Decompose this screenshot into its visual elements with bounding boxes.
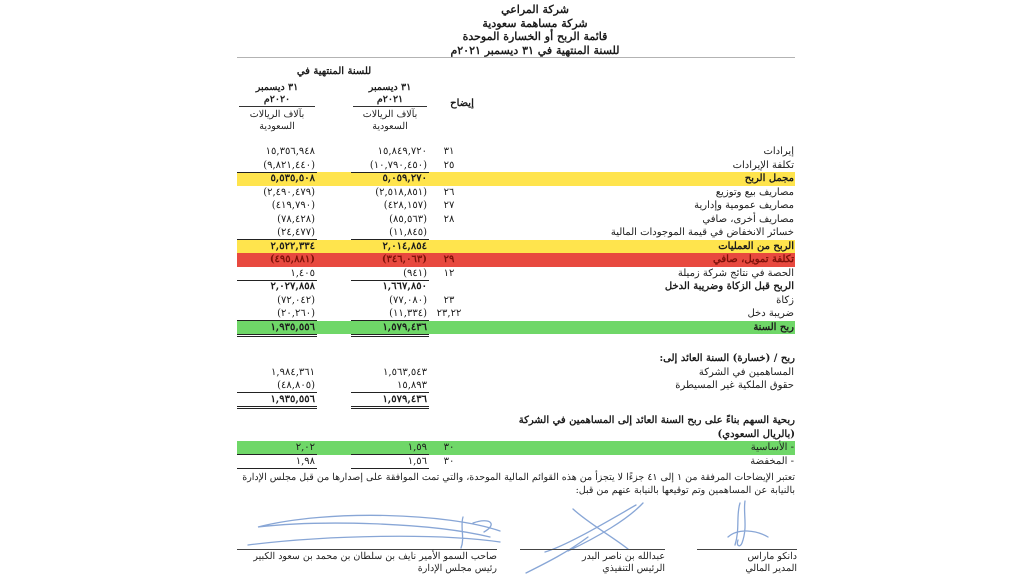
table-row-finance-cost bbox=[237, 253, 795, 267]
table-row-share-of-associate-results bbox=[237, 267, 795, 281]
ceo-signature-block bbox=[520, 551, 665, 574]
chairman-name: صاحب السمو الأمير نايف بن سلطان بن محمد بن سعود الكبير bbox=[253, 551, 497, 562]
value-2021: ١,٥٧٩,٤٣٦ bbox=[351, 393, 429, 409]
attribution-section-header: ربح / (خسارة) السنة العائد إلى: bbox=[659, 353, 795, 364]
table-row-general-admin-expenses bbox=[237, 199, 795, 213]
note-ref: ٢٥ bbox=[443, 159, 455, 171]
value-2020: (٤٨,٨٠٥) bbox=[237, 379, 317, 393]
table-row-profit-before-zakat-tax bbox=[237, 280, 795, 294]
row-label: مصاريف بيع وتوزيع bbox=[715, 186, 794, 198]
company-type: شركة مساهمة سعودية bbox=[482, 16, 588, 30]
value-2021: ١,٥٦٣,٥٤٣ bbox=[383, 366, 427, 378]
cfo-signature-line bbox=[697, 549, 797, 550]
column-2021-unit1: بآلاف الريالات bbox=[362, 109, 418, 120]
value-2020: ١,٩٣٥,٥٥٦ bbox=[237, 321, 317, 337]
cfo-name: دانكو ماراس bbox=[747, 551, 797, 562]
value-2021: (٩٤١) bbox=[351, 267, 429, 281]
value-2021: (١١,٨٤٥) bbox=[351, 226, 429, 240]
row-label: مصاريف أخرى، صافي bbox=[702, 213, 794, 225]
table-row-attributable-shareholders bbox=[237, 366, 795, 380]
row-label: مجمل الربح bbox=[744, 173, 794, 184]
value-2020: ١,٩٨٤,٣٦١ bbox=[271, 366, 315, 378]
cfo-signature-ink bbox=[728, 501, 768, 546]
note-ref: ٢٨ bbox=[443, 213, 455, 225]
row-label: إيرادات bbox=[763, 146, 794, 157]
row-label: الحصة في نتائج شركة زميلة bbox=[677, 267, 794, 279]
table-row-non-controlling-interests bbox=[237, 379, 795, 393]
note-ref bbox=[429, 240, 469, 254]
value-2020: (٤٩٥,٨٨١) bbox=[269, 254, 315, 265]
table-row-attribution-total bbox=[237, 393, 795, 407]
note-ref: ٣٠ bbox=[443, 455, 455, 467]
table-row-cost-of-revenue bbox=[237, 159, 795, 173]
value-2021: (١١,٣٣٤) bbox=[351, 307, 429, 321]
value-2021: (٧٧,٠٨٠) bbox=[389, 294, 427, 306]
row-label: مصاريف عمومية وإدارية bbox=[694, 200, 794, 211]
eps-section-title: ربحية السهم بناءً على ربح السنة العائد إلى المساهمين في الشركة bbox=[518, 415, 795, 426]
company-name: شركة المراعي bbox=[501, 3, 569, 16]
value-2020: (٩,٨٢١,٤٤٠) bbox=[237, 159, 317, 173]
value-2021: (٨٥,٥٦٣) bbox=[389, 213, 427, 225]
row-label bbox=[469, 393, 795, 409]
table-row-gross-profit bbox=[237, 172, 795, 186]
note-ref: ١٢ bbox=[443, 267, 455, 279]
chairman-signature-block bbox=[237, 551, 497, 574]
table-row-eps-diluted bbox=[237, 455, 795, 469]
value-2020: ٢,٥٢٢,٣٣٤ bbox=[270, 240, 315, 252]
value-2021: ١,٥٧٩,٤٣٦ bbox=[351, 321, 429, 337]
value-2020: (٤١٩,٧٩٠) bbox=[271, 200, 315, 211]
table-row-impairment-losses bbox=[237, 226, 795, 240]
statement-period: للسنة المنتهية في ٣١ ديسمبر ٢٠٢١م bbox=[450, 43, 620, 57]
row-label: خسائر الانخفاض في قيمة الموجودات المالية bbox=[610, 227, 794, 238]
table-row-income-tax bbox=[237, 307, 795, 321]
eps-section-subtitle: (بالريال السعودي) bbox=[717, 428, 795, 440]
column-2021-unit2: السعودية bbox=[372, 120, 408, 132]
notes-disclosure-line1: تعتبر الإيضاحات المرفقة من ١ إلى ٤١ جزءًا لا يتجزأ من هذه القوائم المالية الموحدة، والتي تمت الموافقة على إصدارها من قبل مجلس الإدارة bbox=[242, 472, 795, 483]
chairman-title: رئيس مجلس الإدارة bbox=[417, 562, 497, 574]
note-ref bbox=[429, 172, 469, 186]
value-2021: (٤٢٨,١٥٧) bbox=[383, 200, 427, 211]
chairman-signature-ink bbox=[248, 515, 500, 548]
row-label: تكلفة الإيرادات bbox=[732, 159, 794, 171]
column-2020-unit1: بآلاف الريالات bbox=[249, 109, 305, 120]
ceo-signature-line bbox=[520, 549, 665, 550]
table-row-selling-distribution-expenses bbox=[237, 186, 795, 200]
column-2020-rule bbox=[239, 106, 315, 107]
value-2021: ١,٥٦ bbox=[351, 455, 429, 469]
notes-disclosure-line2: بالنيابة عن المساهمين وتم توقيعها بالنيابة عنهم من قبل: bbox=[575, 485, 795, 496]
value-2020: ١٥,٣٥٦,٩٤٨ bbox=[265, 146, 315, 157]
value-2020: ١,٩٨ bbox=[237, 455, 317, 469]
value-2021: (٣٤٦,٠٦٣) bbox=[381, 254, 427, 265]
column-2020-unit2: السعودية bbox=[259, 120, 295, 132]
row-label: - الأساسية bbox=[750, 442, 794, 453]
row-label: حقوق الملكية غير المسيطرة bbox=[675, 380, 794, 391]
note-ref: ٢٩ bbox=[443, 254, 455, 265]
row-label: الربح من العمليات bbox=[718, 240, 794, 252]
column-header-2021 bbox=[351, 82, 429, 132]
value-2020: ٢,٠٢٧,٨٥٨ bbox=[270, 281, 315, 292]
document-header bbox=[335, 3, 735, 57]
table-row-eps-basic bbox=[237, 441, 795, 455]
chairman-signature-line bbox=[237, 549, 497, 550]
value-2021: ٥,٠٥٩,٢٧٠ bbox=[382, 173, 427, 184]
value-2020: (٢٤,٤٧٧) bbox=[237, 226, 317, 240]
note-ref: ٣١ bbox=[443, 146, 455, 157]
notes-disclosure-paragraph bbox=[237, 471, 795, 497]
ceo-name: عبدالله بن ناصر البدر bbox=[581, 551, 665, 562]
note-ref bbox=[429, 280, 469, 294]
row-label: زكاة bbox=[776, 294, 794, 306]
row-label: - المخفضة bbox=[750, 455, 794, 467]
ceo-title: الرئيس التنفيذي bbox=[602, 562, 665, 574]
table-row-operating-profit bbox=[237, 240, 795, 254]
value-2020: ١,٤٠٥ bbox=[237, 267, 317, 281]
row-label: المساهمين في الشركة bbox=[698, 366, 794, 378]
value-2021: ٢,٠١٤,٨٥٤ bbox=[382, 240, 427, 252]
note-ref: ٢٣,٢٢ bbox=[436, 308, 462, 319]
row-label: الربح قبل الزكاة وضريبة الدخل bbox=[664, 281, 794, 292]
table-row-other-expenses bbox=[237, 213, 795, 227]
row-label: تكلفة تمويل، صافي bbox=[713, 254, 794, 265]
value-2020: ٢,٠٢ bbox=[237, 441, 317, 455]
value-2021: ١٥,٨٩٣ bbox=[351, 379, 429, 393]
cfo-signature-block bbox=[697, 551, 797, 574]
column-2021-date: ٣١ ديسمبر bbox=[368, 82, 412, 93]
value-2020: ١,٩٣٥,٥٥٦ bbox=[237, 393, 317, 409]
note-ref bbox=[429, 321, 469, 337]
table-row-profit-for-year bbox=[237, 321, 795, 335]
value-2020: ٥,٥٣٥,٥٠٨ bbox=[270, 173, 315, 184]
value-2020: (٢,٤٩٠,٤٧٩) bbox=[263, 186, 315, 198]
column-2021-year: ٢٠٢١م bbox=[376, 93, 404, 105]
note-ref: ٢٦ bbox=[443, 186, 455, 198]
cfo-title: المدير المالي bbox=[745, 562, 797, 574]
column-2021-rule bbox=[353, 106, 427, 107]
note-ref bbox=[429, 226, 469, 240]
income-statement-table bbox=[237, 145, 795, 468]
column-group-header: للسنة المنتهية في bbox=[296, 66, 372, 77]
value-2021: ١,٥٩ bbox=[351, 441, 429, 455]
value-2020: (٢٠,٢٦٠) bbox=[237, 307, 317, 321]
table-row-zakat bbox=[237, 294, 795, 308]
row-label: ضريبة دخل bbox=[747, 308, 794, 319]
value-2021: (٢,٥١٨,٨٥١) bbox=[375, 186, 427, 198]
value-2021: (١٠,٧٩٠,٤٥٠) bbox=[351, 159, 429, 173]
value-2020: (٧٨,٤٢٨) bbox=[277, 213, 315, 225]
statement-title: قائمة الربح أو الخسارة الموحدة bbox=[462, 30, 608, 43]
column-2020-date: ٣١ ديسمبر bbox=[255, 82, 299, 93]
table-row-revenue bbox=[237, 145, 795, 159]
value-2021: ١,٦٦٧,٨٥٠ bbox=[382, 281, 427, 292]
row-label: ربح السنة bbox=[753, 321, 794, 333]
note-ref: ٢٣ bbox=[443, 294, 455, 306]
note-ref: ٣٠ bbox=[443, 442, 455, 453]
column-header-2020 bbox=[237, 82, 317, 132]
value-2020: (٧٢,٠٤٢) bbox=[277, 294, 315, 306]
value-2021: ١٥,٨٤٩,٧٢٠ bbox=[377, 146, 427, 157]
note-column-header: إيضاح bbox=[450, 98, 474, 109]
header-divider bbox=[237, 57, 795, 58]
column-2020-year: ٢٠٢٠م bbox=[263, 93, 291, 105]
note-ref: ٢٧ bbox=[443, 200, 455, 211]
